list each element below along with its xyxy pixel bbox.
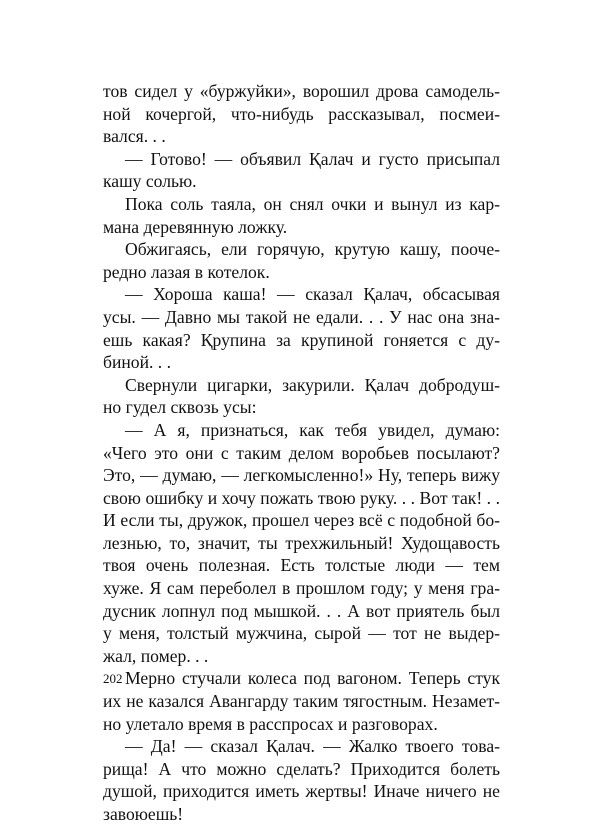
page-number: 202 xyxy=(103,671,123,686)
text-line: — А я, признаться, как тебя увидел, думаю: xyxy=(125,419,500,440)
text-line: — Да! — сказал Қалач. — Жалко твоего това- xyxy=(125,736,500,757)
text-line: Это, — думаю, — легкомысленно!» Ну, теперь вижу xyxy=(103,465,500,486)
text-line: биной. . . xyxy=(103,352,171,373)
text-line: рища! А что можно сделать? Приходится болеть xyxy=(103,758,500,779)
text-line: редно лазая в котелок. xyxy=(103,261,270,282)
text-line: кашу солью. xyxy=(103,171,197,192)
text-line: И если ты, дружок, прошел через всё с подобной бо- xyxy=(103,510,500,531)
text-line: Мерно стучали колеса под вагоном. Теперь стук xyxy=(125,668,500,689)
text-line: ешь какая? Қрупина за крупиной гоняется с ду- xyxy=(103,329,500,350)
text-line: усы. — Давно мы такой не едали. . . У нас она зна- xyxy=(103,306,500,327)
text-line: тов сидел у «буржуйки», ворошил дрова самодель- xyxy=(103,81,500,101)
text-line: Свернули цигарки, закурили. Қалач добродуш- xyxy=(125,374,500,395)
page-text xyxy=(103,80,500,826)
text-line: дусник лопнул под мышкой. . . А вот приятель был xyxy=(103,600,500,621)
text-line: — Хороша каша! — сказал Қалач, обсасывая xyxy=(125,284,500,305)
text-line: но улетало время в расспросах и разговорах. xyxy=(103,713,438,734)
text-line: ной кочергой, что-нибудь рассказывал, посмеи- xyxy=(103,103,500,124)
text-line: «Чего это они с таким делом воробьев посылают? xyxy=(103,442,500,463)
text-line: их не казался Авангарду таким тягостным. Незамет- xyxy=(103,691,500,712)
text-line: завоюешь! xyxy=(103,804,184,824)
text-line: — Готово! — объявил Қалач и густо присыпал xyxy=(125,148,500,169)
text-line: свою ошибку и хочу пожать твою руку. . . Вот так! . . xyxy=(103,487,500,508)
text-line: хуже. Я сам переболел в прошлом году; у меня гра- xyxy=(103,578,500,599)
text-line: лезнью, то, значит, ты трехжильный! Худощавость xyxy=(103,532,500,553)
text-line: жал, помер. . . xyxy=(103,645,209,666)
text-line: Пока соль таяла, он снял очки и вынул из кар- xyxy=(125,193,500,214)
text-line: у меня, толстый мужчина, сырой — тот не выдер- xyxy=(103,623,500,644)
text-line: душой, приходится иметь жертвы! Иначе ничего не xyxy=(103,781,500,802)
text-line: твоя очень полезная. Есть толстые люди — тем xyxy=(103,555,500,576)
text-line: Обжигаясь, ели горячую, крутую кашу, пооче- xyxy=(125,239,500,260)
text-line: но гудел сквозь усы: xyxy=(103,397,257,418)
text-line: мана деревянную ложку. xyxy=(103,216,288,237)
text-line: вался. . . xyxy=(103,126,166,147)
